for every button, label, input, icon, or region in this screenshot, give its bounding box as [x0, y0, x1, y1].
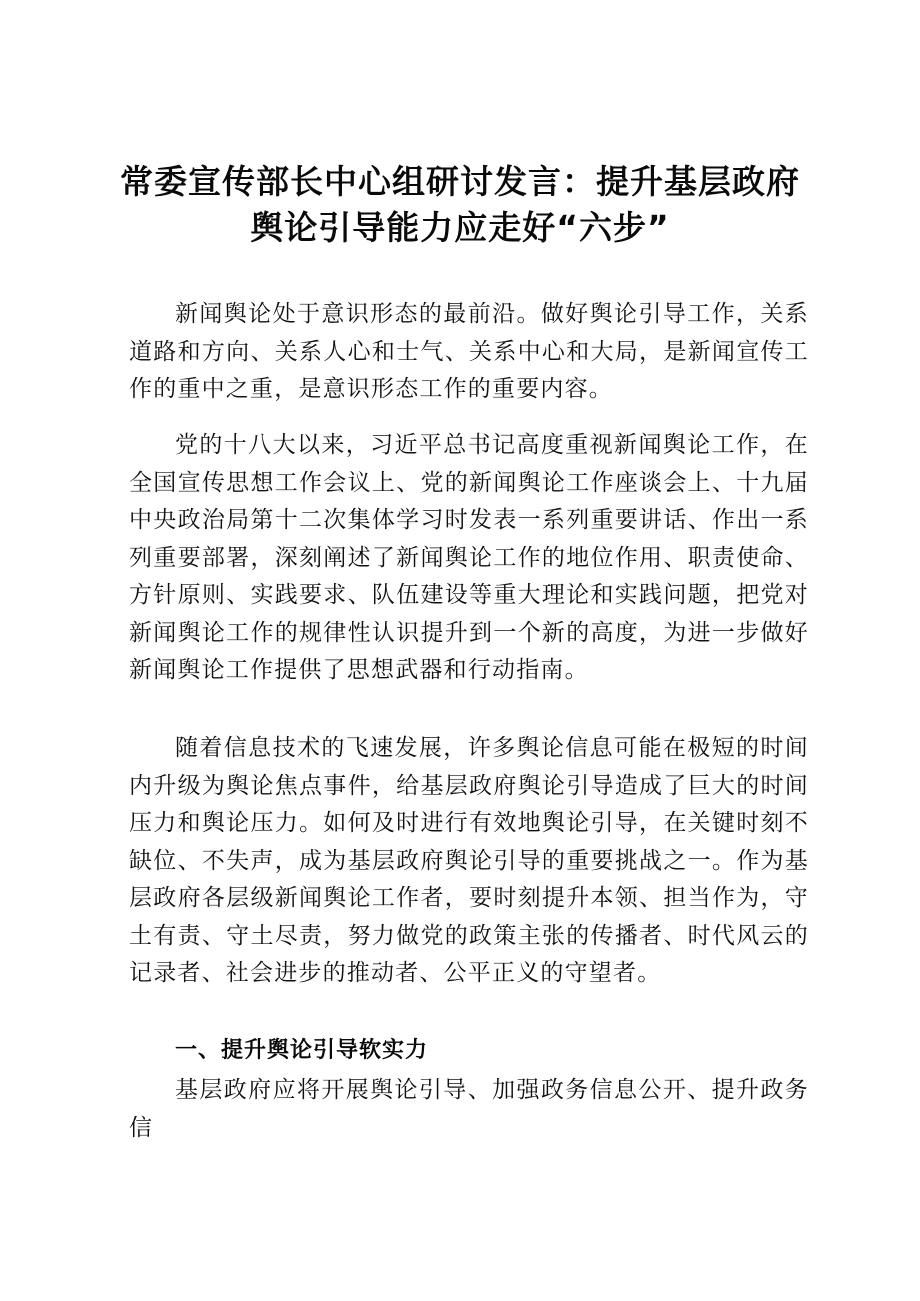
document-title-line-2: 舆论引导能力应走好“六步”: [250, 208, 670, 247]
paragraph-intro: 新闻舆论处于意识形态的最前沿。做好舆论引导工作，关系道路和方向、关系人心和士气、关系中心和大局，是新闻宣传工作的重中之重，是意识形态工作的重要内容。: [129, 301, 809, 402]
paragraph-section-1-start: 基层政府应将开展舆论引导、加强政务信息公开、提升政务信: [129, 1077, 809, 1141]
section-heading-1: 一、提升舆论引导软实力: [175, 1038, 429, 1063]
document-title-line-1: 常委宣传部长中心组研讨发言：提升基层政府: [120, 162, 800, 201]
paragraph-challenge: 随着信息技术的飞速发展，许多舆论信息可能在极短的时间内升级为舆论焦点事件，给基层政府舆论引导造成了巨大的时间压力和舆论压力。如何及时进行有效地舆论引导，在关键时刻不缺位、不失声，成为基层政府舆论引导的重要挑战之一。作为基层政府各层级新闻舆论工作者，要时刻提升本领、担当作为，守土有责、守土尽责，努力做党的政策主张的传播者、时代风云的记录者、社会进步的推动者、公平正义的守望者。: [129, 735, 809, 986]
paragraph-background: 党的十八大以来，习近平总书记高度重视新闻舆论工作，在全国宣传思想工作会议上、党的新闻舆论工作座谈会上、十九届中央政治局第十二次集体学习时发表一系列重要讲话、作出一系列重要部署，深刻阐述了新闻舆论工作的地位作用、职责使命、方针原则、实践要求、队伍建设等重大理论和实践问题，把党对新闻舆论工作的规律性认识提升到一个新的高度，为进一步做好新闻舆论工作提供了思想武器和行动指南。: [129, 432, 809, 683]
